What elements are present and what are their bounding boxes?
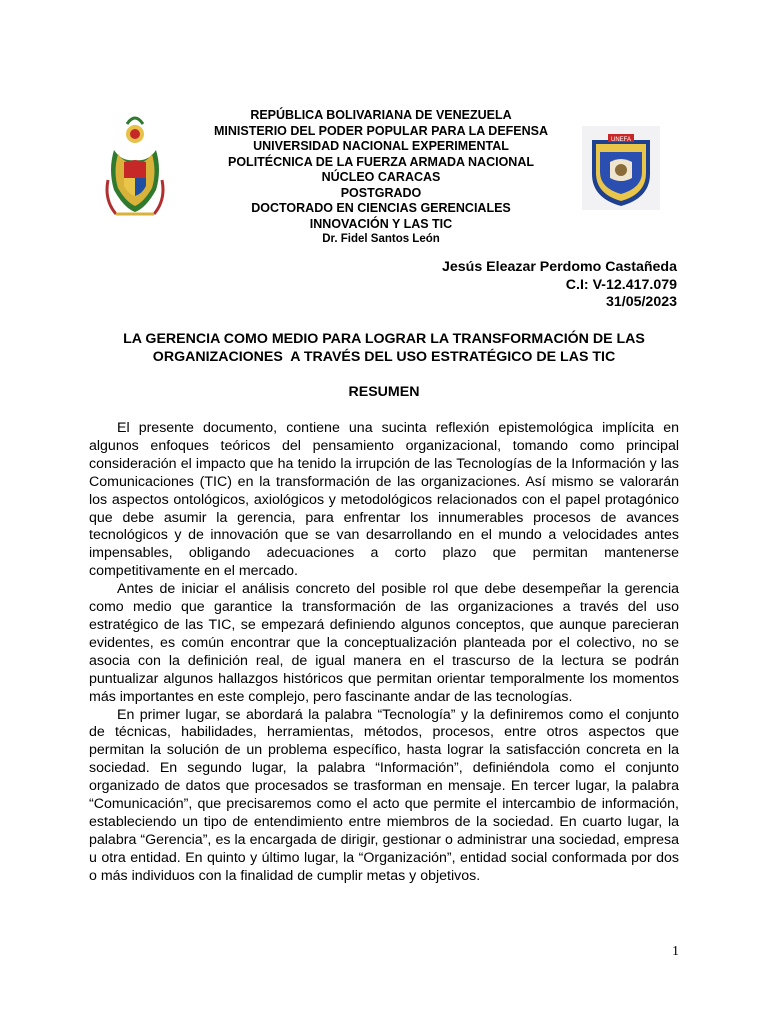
author-id: C.I: V-12.417.079 — [565, 276, 677, 293]
unefa-logo-text: UNEFA — [610, 137, 632, 143]
institution-header — [180, 108, 582, 248]
paragraph: El presente documento, contiene una sucinta reflexión epistemológica implícita en algunos enfoques teóricos del pensamiento organizacional, tomando como principal consideración el impacto que ha tenido la irrupción de las Tecnologías de la Información y las Comunicaciones (TIC) en la transformación de las organizaciones. Así mismo se valorarán los aspectos ontológicos, axiológicos y metodológicos relacionados con el papel protagónico que debe asumir la gerencia, para enfrentar los innumerables procesos de avances tecnológicos y de innovación que se van desarrollando en el mundo a velocidades antes impensables, obligando adecuaciones a corto plazo que permitan mantenerse competitivamente en el mercado. — [89, 420, 679, 580]
title-line: ORGANIZACIONES A TRAVÉS DEL USO ESTRATÉGICO DE LAS TIC — [152, 349, 616, 365]
header-line: MINISTERIO DEL PODER POPULAR PARA LA DEFENSA — [213, 123, 549, 138]
header-line: REPÚBLICA BOLIVARIANA DE VENEZUELA — [250, 108, 512, 122]
header-line: POLITÉCNICA DE LA FUERZA ARMADA NACIONAL — [228, 154, 534, 169]
body-text — [89, 420, 679, 886]
unefa-shield-logo — [582, 126, 660, 210]
header-line: POSTGRADO — [340, 185, 422, 200]
header-line: NÚCLEO CARACAS — [321, 170, 441, 184]
paragraph: En primer lugar, se abordará la palabra “Tecnología” y la definiremos como el conjunto de técnicas, habilidades, herramientas, métodos, procesos, entre otros aspectos que permitan la solución de un problema específico, hasta lograr la satisfacción concreta en la sociedad. En segundo lugar, la palabra “Información”, definiéndola como el conjunto organizado de datos que procesados se trasforman en mensaje. En tercer lugar, la palabra “Comunicación”, que precisaremos como el acto que permite el intercambio de información, estableciendo un tipo de entendimiento entre miembros de la sociedad. En cuarto lugar, la palabra “Gerencia”, es la encargada de dirigir, gestionar o administrar una sociedad, empresa u otra entidad. En quinto y último lugar, la “Organización”, entidad social conformada por dos o más individuos con la finalidad de cumplir metas y objetivos. — [89, 706, 679, 884]
author-block — [442, 259, 677, 312]
coat-of-arms-logo — [104, 110, 166, 220]
header-line: UNIVERSIDAD NACIONAL EXPERIMENTAL — [253, 139, 509, 153]
header-line: INNOVACIÓN Y LAS TIC — [309, 216, 453, 231]
paragraph: Antes de iniciar el análisis concreto del posible rol que debe desempeñar la gerencia como medio que garantice la transformación de las organizaciones a través del uso estratégico de las TIC, se empezará definiendo algunos conceptos, que aunque parecieran evidentes, es común encontrar que la conceptualización planteada por el colectivo, no se asocia con la definición real, de igual manera en el trascurso de la lectura se podrán puntualizar algunos hallazgos históricos que permitan orientar temporalmente los momentos más importantes en este complejo, pero fascinante andar de las tecnologías. — [89, 581, 679, 705]
document-title — [88, 330, 680, 366]
header-professor: Dr. Fidel Santos León — [322, 233, 440, 245]
author-name: Jesús Eleazar Perdomo Castañeda — [442, 259, 677, 275]
section-heading: RESUMEN — [348, 384, 420, 400]
author-date: 31/05/2023 — [605, 294, 677, 310]
title-line: LA GERENCIA COMO MEDIO PARA LOGRAR LA TRANSFORMACIÓN DE LAS — [123, 331, 645, 347]
page-number: 1 — [672, 944, 679, 959]
header-line: DOCTORADO EN CIENCIAS GERENCIALES — [251, 201, 511, 215]
